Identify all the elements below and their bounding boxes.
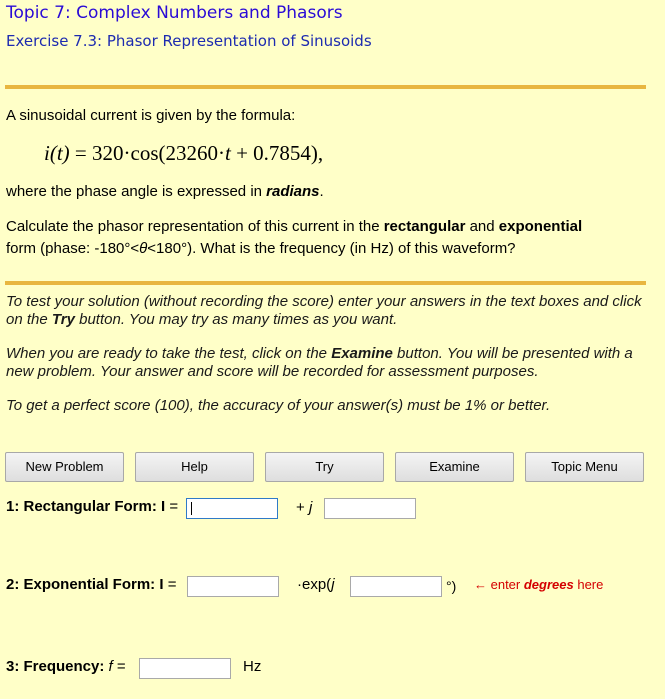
plus-j-label: + j	[296, 499, 313, 516]
examine-button[interactable]: Examine	[395, 452, 514, 482]
task-line-2: form (phase: -180°<θ<180°). What is the frequency (in Hz) of this waveform?	[6, 240, 516, 257]
new-problem-button[interactable]: New Problem	[5, 452, 124, 482]
current-formula	[44, 141, 323, 166]
task-line-1: Calculate the phasor representation of this current in the rectangular and exponential	[6, 218, 583, 235]
radians-word: radians	[266, 183, 320, 200]
q3-label: 3: Frequency: f =	[6, 658, 126, 675]
formula-rhs-2: + 0.7854),	[230, 141, 324, 165]
q1-label: 1: Rectangular Form: I =	[6, 498, 179, 515]
exponential-angle-input[interactable]	[350, 576, 442, 597]
rectangular-imag-input[interactable]	[324, 498, 416, 519]
hz-unit-label: Hz	[243, 658, 262, 675]
problem-intro: A sinusoidal current is given by the formula:	[6, 107, 296, 124]
accuracy-note: To get a perfect score (100), the accuracy of your answer(s) must be 1% or better.	[6, 397, 551, 414]
degree-close-label: °)	[446, 578, 457, 594]
q2-label: 2: Exponential Form: I =	[6, 576, 177, 593]
try-instructions: To test your solution (without recording the score) enter your answers in the text boxes and click on the Try button. You may try as many times as you want.	[6, 293, 642, 328]
degrees-hint: ← enter degrees here	[474, 577, 604, 592]
try-button[interactable]: Try	[265, 452, 384, 482]
divider-top	[5, 85, 646, 89]
help-button[interactable]: Help	[135, 452, 254, 482]
formula-t: t	[224, 141, 231, 165]
topic-menu-button[interactable]: Topic Menu	[525, 452, 644, 482]
formula-rhs-1: = 320·cos(23260·	[69, 141, 225, 165]
topic-title: Topic 7: Complex Numbers and Phasors	[6, 3, 343, 23]
exercise-title: Exercise 7.3: Phasor Representation of Sinusoids	[6, 32, 372, 50]
text-cursor	[191, 502, 192, 515]
examine-instructions: When you are ready to take the test, click on the Examine button. You will be presented with a new problem. Your answer and score will be recorded for assessment purposes.	[6, 345, 633, 380]
phase-note: where the phase angle is expressed in radians.	[6, 183, 324, 200]
rectangular-real-input[interactable]	[186, 498, 278, 519]
formula-lhs: i(t)	[44, 141, 70, 165]
exp-j-label: ·exp(j	[297, 576, 335, 593]
frequency-input[interactable]	[139, 658, 231, 679]
exponential-magnitude-input[interactable]	[187, 576, 279, 597]
divider-middle	[5, 281, 646, 285]
